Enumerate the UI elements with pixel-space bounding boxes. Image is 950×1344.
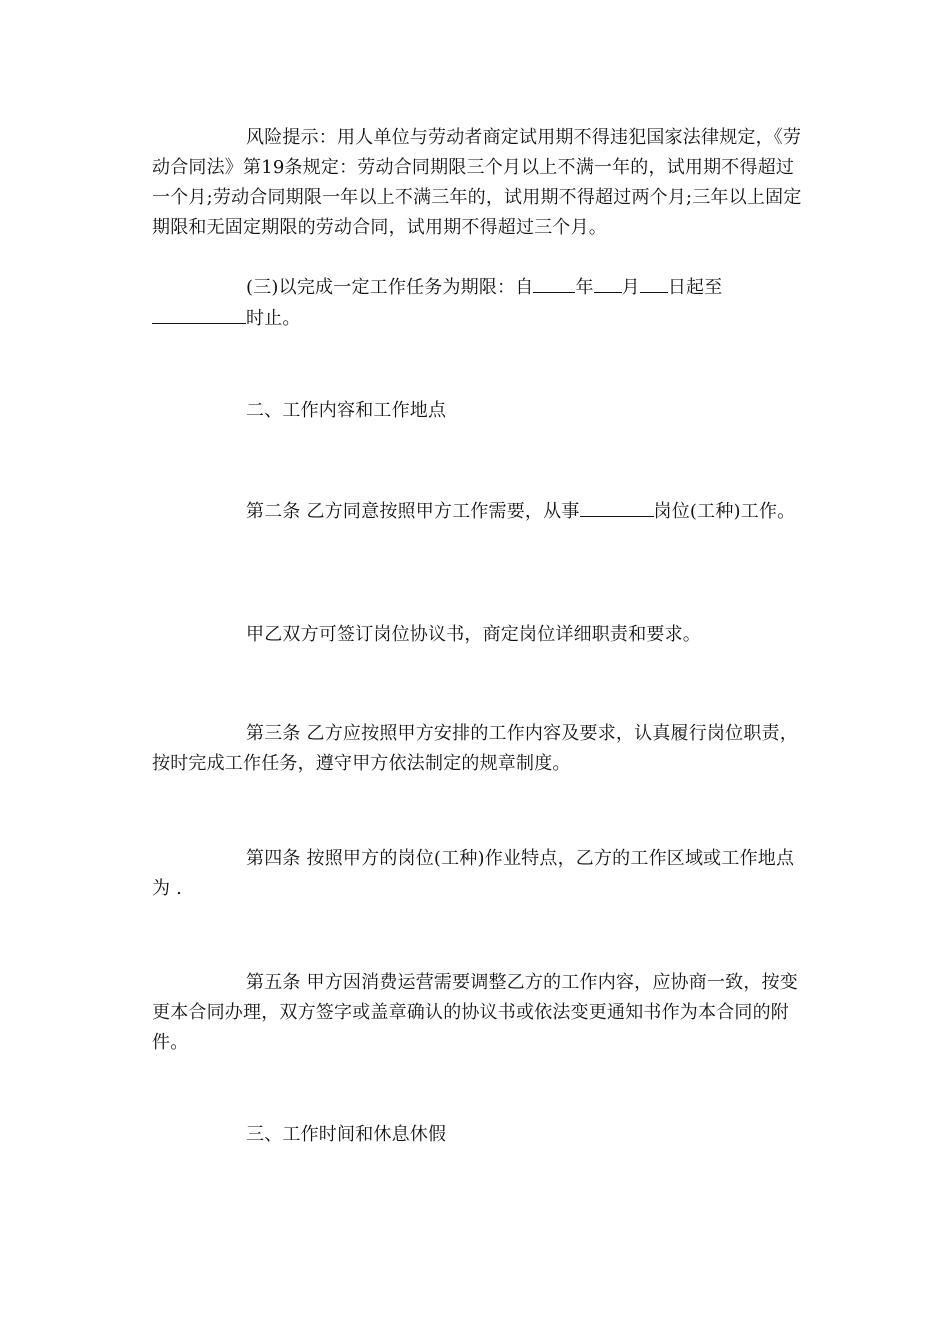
article-2-paragraph xyxy=(152,496,802,527)
year-label: 年 xyxy=(575,277,594,298)
job-blank xyxy=(580,496,654,517)
end-blank xyxy=(152,303,246,324)
day-start-label: 日起至 xyxy=(667,277,723,298)
article-2-suffix: 岗位(工种)工作。 xyxy=(653,501,796,522)
term-item-3-paragraph xyxy=(152,272,802,334)
post-agreement-paragraph: 甲乙双方可签订岗位协议书，商定岗位详细职责和要求。 xyxy=(246,624,701,645)
year-blank xyxy=(533,272,575,293)
term-item-3-prefix: (三)以完成一定工作任务为期限：自 xyxy=(246,277,534,298)
section-3-heading: 三、工作时间和休息休假 xyxy=(246,1124,447,1145)
end-label: 时止。 xyxy=(246,308,301,329)
article-4-paragraph: 第四条 按照甲方的岗位(工种)作业特点，乙方的工作区域或工作地点为 . xyxy=(152,848,795,899)
month-label: 月 xyxy=(621,277,640,298)
article-2-prefix: 第二条 乙方同意按照甲方工作需要，从事 xyxy=(246,501,580,522)
article-5-paragraph: 第五条 甲方因消费运营需要调整乙方的工作内容，应协商一致，按变更本合同办理，双方签字或盖章确认的协议书或依法变更通知书作为本合同的附件。 xyxy=(152,972,798,1053)
day-blank xyxy=(640,272,668,293)
section-2-heading: 二、工作内容和工作地点 xyxy=(246,400,447,421)
article-3-paragraph: 第三条 乙方应按照甲方安排的工作内容及要求，认真履行岗位职责，按时完成工作任务，遵守甲方依法制定的规章制度。 xyxy=(152,723,798,774)
month-blank xyxy=(594,272,622,293)
risk-note-paragraph: 风险提示：用人单位与劳动者商定试用期不得违犯国家法律规定，《劳动合同法》第19条规定：劳动合同期限三个月以上不满一年的，试用期不得超过一个月;劳动合同期限一年以上不满三年的，试用期不得超过两个月;三年以上固定期限和无固定期限的劳动合同，试用期不得超过三个月。 xyxy=(152,127,802,238)
